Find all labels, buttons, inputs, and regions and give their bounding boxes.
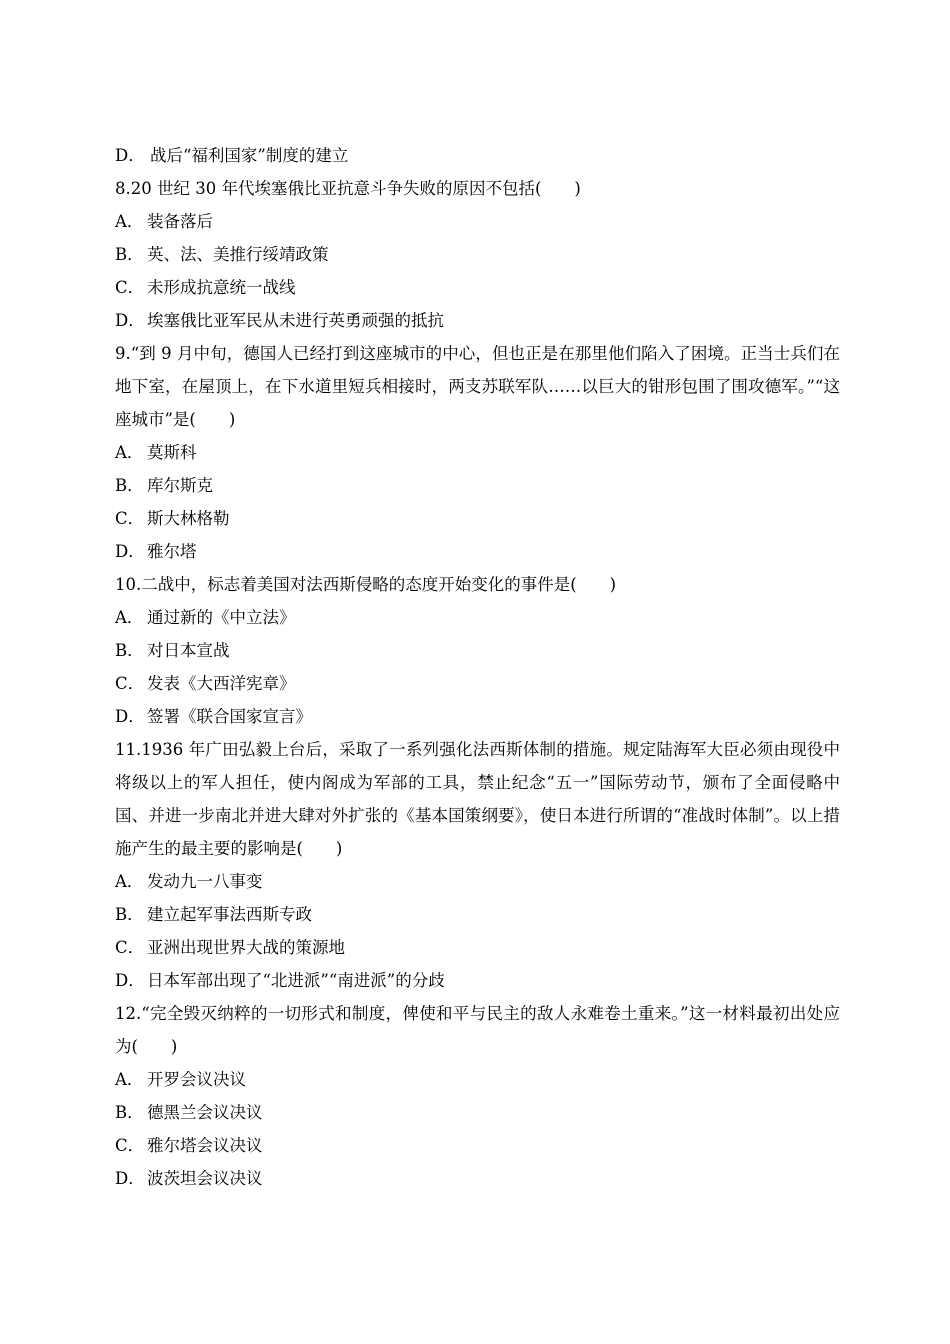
option-letter: A． bbox=[115, 1070, 144, 1089]
option-letter: C． bbox=[115, 938, 145, 957]
option-letter: C． bbox=[115, 278, 145, 297]
option-letter: D． bbox=[115, 311, 145, 330]
option-text: 装备落后 bbox=[147, 212, 213, 231]
option-text: 波茨坦会议决议 bbox=[147, 1169, 263, 1188]
option-d bbox=[115, 700, 840, 733]
option-c bbox=[115, 1129, 840, 1162]
option-text: 斯大林格勒 bbox=[147, 509, 230, 528]
option-text: 未形成抗意统一战线 bbox=[147, 278, 296, 297]
option-letter: D． bbox=[115, 1169, 145, 1188]
option-letter: D． bbox=[115, 707, 145, 726]
option-letter: B． bbox=[115, 245, 144, 264]
option-c bbox=[115, 931, 840, 964]
option-b bbox=[115, 469, 840, 502]
option-letter: A． bbox=[115, 872, 144, 891]
question-stem-9: 9.“到 9 月中旬，德国人已经打到这座城市的中心，但也正是在那里他们陷入了困境。正当士兵们在地下室，在屋顶上，在下水道里短兵相接时，两支苏联军队……以巨大的钳形包围了围攻德军。”“这座城市”是( ) bbox=[115, 344, 840, 429]
option-letter: C． bbox=[115, 674, 145, 693]
option-text: 发表《大西洋宪章》 bbox=[147, 674, 296, 693]
option-b bbox=[115, 238, 840, 271]
option-b bbox=[115, 1096, 840, 1129]
option-letter: B． bbox=[115, 641, 144, 660]
lead-option: D． 战后“福利国家”制度的建立 bbox=[115, 146, 349, 165]
option-c bbox=[115, 667, 840, 700]
question-stem-8: 8.20 世纪 30 年代埃塞俄比亚抗意斗争失败的原因不包括( ) bbox=[115, 179, 581, 198]
option-a bbox=[115, 205, 840, 238]
option-letter: B． bbox=[115, 1103, 144, 1122]
question-stem-10: 10.二战中，标志着美国对法西斯侵略的态度开始变化的事件是( ) bbox=[115, 575, 617, 594]
option-letter: A． bbox=[115, 212, 144, 231]
option-text: 通过新的《中立法》 bbox=[147, 608, 296, 627]
option-letter: C． bbox=[115, 1136, 145, 1155]
option-letter: A． bbox=[115, 443, 144, 462]
option-letter: B． bbox=[115, 905, 144, 924]
option-c bbox=[115, 502, 840, 535]
question-stem-12: 12.“完全毁灭纳粹的一切形式和制度，俾使和平与民主的敌人永难卷土重来。”这一材料最初出处应为( ) bbox=[115, 1004, 840, 1056]
option-text: 德黑兰会议决议 bbox=[147, 1103, 263, 1122]
option-text: 莫斯科 bbox=[147, 443, 197, 462]
option-c bbox=[115, 271, 840, 304]
option-text: 发动九一八事变 bbox=[147, 872, 263, 891]
option-d bbox=[115, 535, 840, 568]
option-letter: A． bbox=[115, 608, 144, 627]
option-letter: D． bbox=[115, 542, 145, 561]
option-a bbox=[115, 436, 840, 469]
option-d bbox=[115, 304, 840, 337]
option-a bbox=[115, 601, 840, 634]
option-text: 对日本宣战 bbox=[147, 641, 230, 660]
option-b bbox=[115, 634, 840, 667]
option-d bbox=[115, 964, 840, 997]
option-letter: B． bbox=[115, 476, 144, 495]
option-b bbox=[115, 898, 840, 931]
option-letter: C． bbox=[115, 509, 145, 528]
option-text: 建立起军事法西斯专政 bbox=[147, 905, 312, 924]
question-list bbox=[115, 139, 840, 1195]
option-text: 开罗会议决议 bbox=[147, 1070, 246, 1089]
option-d bbox=[115, 1162, 840, 1195]
option-text: 雅尔塔 bbox=[147, 542, 197, 561]
option-text: 日本军部出现了“北进派”“南进派”的分歧 bbox=[147, 971, 445, 990]
option-text: 雅尔塔会议决议 bbox=[147, 1136, 263, 1155]
option-a bbox=[115, 865, 840, 898]
option-text: 英、法、美推行绥靖政策 bbox=[147, 245, 329, 264]
option-text: 埃塞俄比亚军民从未进行英勇顽强的抵抗 bbox=[147, 311, 444, 330]
question-stem-11: 11.1936 年广田弘毅上台后，采取了一系列强化法西斯体制的措施。规定陆海军大臣必须由现役中将级以上的军人担任，使内阁成为军部的工具，禁止纪念“五一”国际劳动节，颁布了全面侵略中国、并进一步南北并进大肆对外扩张的《基本国策纲要》，使日本进行所谓的“准战时体制”。以上措施产生的最主要的影响是( ) bbox=[115, 740, 840, 858]
option-text: 签署《联合国家宣言》 bbox=[147, 707, 312, 726]
option-letter: D． bbox=[115, 971, 145, 990]
option-text: 亚洲出现世界大战的策源地 bbox=[147, 938, 345, 957]
option-text: 库尔斯克 bbox=[147, 476, 213, 495]
option-a bbox=[115, 1063, 840, 1096]
